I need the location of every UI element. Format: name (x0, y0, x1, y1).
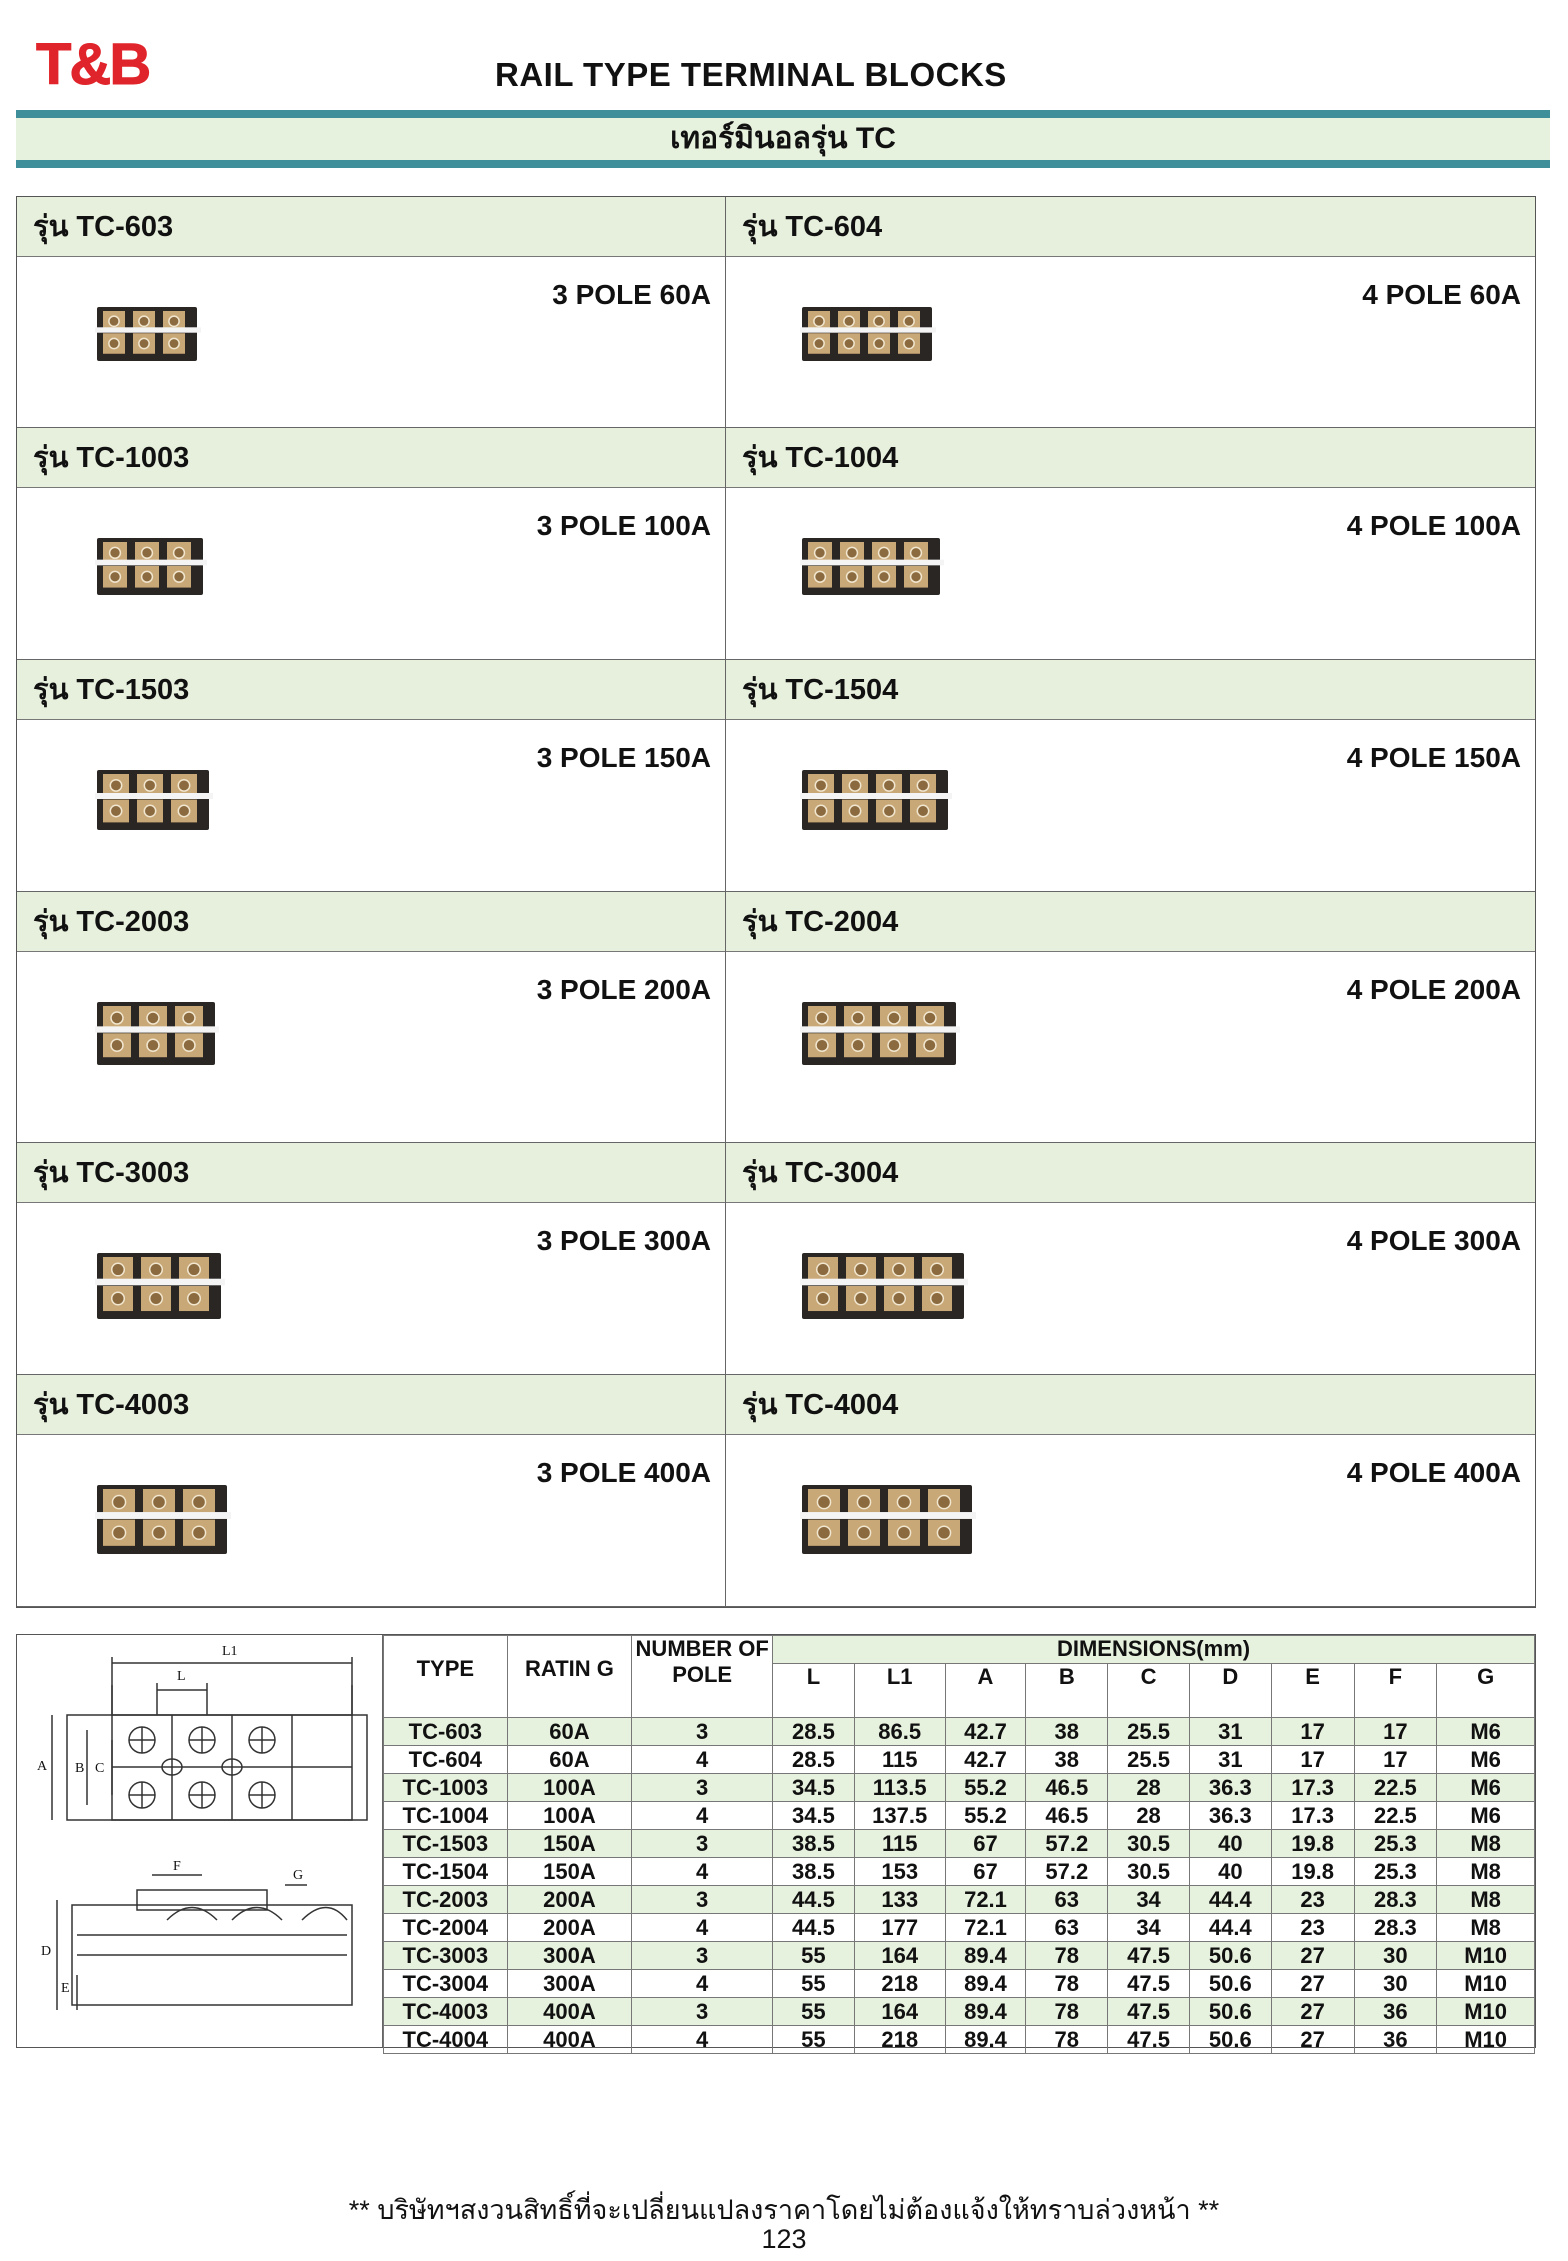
product-rating: 4 POLE 100A (1346, 510, 1521, 542)
table-cell: 40 (1189, 1858, 1271, 1886)
table-cell: 4 (632, 1746, 773, 1774)
table-cell: 89.4 (945, 2026, 1026, 2054)
table-cell: 42.7 (945, 1718, 1026, 1746)
product-model-header (17, 1375, 725, 1435)
product-rating: 3 POLE 300A (536, 1224, 711, 1256)
table-cell: TC-603 (384, 1718, 508, 1746)
table-cell: M10 (1437, 1998, 1535, 2026)
terminal-block-drawing-icon (17, 1635, 382, 2047)
table-row (384, 1886, 1535, 1914)
model-name: TC-3003 (76, 1156, 190, 1189)
table-cell: 22.5 (1354, 1774, 1437, 1802)
product-body (17, 952, 725, 1089)
table-cell: 4 (632, 2026, 773, 2054)
col-B-header: B (1026, 1664, 1108, 1718)
table-row (384, 1774, 1535, 1802)
table-cell: 50.6 (1189, 1942, 1271, 1970)
table-cell: 30.5 (1108, 1858, 1190, 1886)
table-cell: 3 (632, 1830, 773, 1858)
product-cell (17, 428, 726, 660)
table-cell: 47.5 (1108, 1970, 1190, 1998)
terminal-block-icon (800, 998, 960, 1069)
table-cell: TC-1003 (384, 1774, 508, 1802)
table-cell: 55.2 (945, 1802, 1026, 1830)
terminal-block-icon (95, 303, 201, 365)
col-A-header: A (945, 1664, 1026, 1718)
table-cell: 113.5 (854, 1774, 945, 1802)
header-rule-bottom (16, 160, 1550, 168)
table-cell: 36 (1354, 2026, 1437, 2054)
col-F-header: F (1354, 1664, 1437, 1718)
product-body (17, 1435, 725, 1554)
model-name: TC-1503 (76, 674, 190, 707)
product-rating: 3 POLE 400A (536, 1456, 711, 1488)
table-cell: 153 (854, 1858, 945, 1886)
svg-text:E: E (61, 1981, 70, 1996)
terminal-block-icon (800, 534, 944, 599)
table-cell: 17 (1354, 1746, 1437, 1774)
table-cell: 27 (1271, 1942, 1354, 1970)
table-cell: 38 (1026, 1746, 1108, 1774)
table-cell: M6 (1437, 1802, 1535, 1830)
model-prefix: รุ่น (33, 1156, 69, 1189)
product-model-header (726, 428, 1535, 488)
table-cell: 89.4 (945, 1970, 1026, 1998)
product-cell (17, 660, 726, 892)
table-cell: 72.1 (945, 1914, 1026, 1942)
table-row (384, 1746, 1535, 1774)
table-cell: 4 (632, 1914, 773, 1942)
table-cell: 137.5 (854, 1802, 945, 1830)
model-prefix: รุ่น (742, 442, 778, 475)
model-prefix: รุ่น (742, 211, 778, 243)
model-prefix: รุ่น (33, 211, 69, 243)
product-rating: 4 POLE 300A (1346, 1224, 1521, 1256)
col-E-header: E (1271, 1664, 1354, 1718)
table-cell: 300A (507, 1970, 632, 1998)
table-cell: TC-1004 (384, 1802, 508, 1830)
table-cell: M10 (1437, 1970, 1535, 1998)
product-body (726, 1435, 1535, 1554)
table-cell: 17 (1271, 1746, 1354, 1774)
product-model-header (17, 660, 725, 720)
table-cell: 31 (1189, 1718, 1271, 1746)
product-model-header (17, 1143, 725, 1203)
table-cell: 25.3 (1354, 1830, 1437, 1858)
table-cell: 55 (773, 1998, 855, 2026)
table-row (384, 1830, 1535, 1858)
table-row (384, 1858, 1535, 1886)
table-cell: 133 (854, 1886, 945, 1914)
logo-graphic (34, 34, 204, 94)
model-name: TC-3004 (785, 1156, 899, 1189)
dimensions-table-body (384, 1718, 1535, 2054)
table-cell: M8 (1437, 1830, 1535, 1858)
product-cell (17, 1375, 726, 1607)
table-cell: 400A (507, 1998, 632, 2026)
model-name: TC-603 (76, 211, 174, 243)
table-cell: 218 (854, 1970, 945, 1998)
table-cell: 164 (854, 1998, 945, 2026)
col-C-header: C (1108, 1664, 1190, 1718)
svg-text:B: B (75, 1761, 85, 1776)
table-cell: 4 (632, 1858, 773, 1886)
table-cell: 115 (854, 1746, 945, 1774)
table-cell: 86.5 (854, 1718, 945, 1746)
model-name: TC-1003 (76, 442, 190, 475)
svg-text:F: F (173, 1859, 181, 1874)
table-cell: 27 (1271, 2026, 1354, 2054)
table-row (384, 1802, 1535, 1830)
dimensions-section (16, 1634, 1536, 2052)
product-rating: 4 POLE 150A (1346, 742, 1521, 774)
table-cell: TC-1504 (384, 1858, 508, 1886)
terminal-block-icon (95, 1249, 225, 1323)
product-model-header (726, 660, 1535, 720)
table-cell: M8 (1437, 1858, 1535, 1886)
product-model-header (17, 428, 725, 488)
table-cell: 38 (1026, 1718, 1108, 1746)
table-row (384, 2026, 1535, 2054)
table-cell: 36.3 (1189, 1802, 1271, 1830)
product-body (726, 257, 1535, 375)
table-cell: TC-2003 (384, 1886, 508, 1914)
model-name: TC-1004 (785, 442, 899, 475)
product-model-header (726, 1143, 1535, 1203)
table-cell: 200A (507, 1914, 632, 1942)
model-prefix: รุ่น (742, 906, 778, 939)
table-cell: 44.4 (1189, 1914, 1271, 1942)
col-L1-header: L1 (854, 1664, 945, 1718)
table-row (384, 1970, 1535, 1998)
table-cell: TC-3003 (384, 1942, 508, 1970)
table-cell: 100A (507, 1802, 632, 1830)
table-cell: 218 (854, 2026, 945, 2054)
table-cell: 25.3 (1354, 1858, 1437, 1886)
product-body (17, 488, 725, 607)
table-cell: 300A (507, 1942, 632, 1970)
model-name: TC-2003 (76, 906, 190, 939)
table-cell: 19.8 (1271, 1830, 1354, 1858)
table-row (384, 1914, 1535, 1942)
table-cell: 150A (507, 1858, 632, 1886)
table-cell: 3 (632, 1998, 773, 2026)
table-cell: 17.3 (1271, 1774, 1354, 1802)
table-cell: 3 (632, 1718, 773, 1746)
table-cell: TC-1503 (384, 1830, 508, 1858)
table-cell: 46.5 (1026, 1802, 1108, 1830)
table-cell: M8 (1437, 1886, 1535, 1914)
model-prefix: รุ่น (33, 674, 69, 707)
product-model-header (17, 892, 725, 952)
table-row (384, 1942, 1535, 1970)
table-cell: 44.5 (773, 1914, 855, 1942)
table-cell: 150A (507, 1830, 632, 1858)
table-cell: 30 (1354, 1970, 1437, 1998)
product-cell (17, 197, 726, 428)
product-body (726, 488, 1535, 607)
table-cell: 36 (1354, 1998, 1437, 2026)
product-rating: 4 POLE 400A (1346, 1456, 1521, 1488)
svg-text:C: C (95, 1761, 105, 1776)
table-cell: 57.2 (1026, 1858, 1108, 1886)
product-model-header (726, 892, 1535, 952)
header-rule-top (16, 110, 1550, 118)
table-cell: 63 (1026, 1886, 1108, 1914)
table-cell: M8 (1437, 1914, 1535, 1942)
product-body (726, 1203, 1535, 1322)
table-cell: 164 (854, 1942, 945, 1970)
product-cell (726, 660, 1535, 892)
svg-text:T&B: T&B (36, 34, 150, 94)
table-cell: 60A (507, 1718, 632, 1746)
table-cell: 55 (773, 1970, 855, 1998)
table-cell: 115 (854, 1830, 945, 1858)
product-body (726, 720, 1535, 839)
terminal-block-icon (95, 998, 219, 1069)
table-cell: 23 (1271, 1914, 1354, 1942)
svg-text:L1: L1 (222, 1644, 238, 1659)
table-cell: 44.4 (1189, 1886, 1271, 1914)
product-rating: 3 POLE 60A (552, 279, 711, 310)
table-cell: 27 (1271, 1970, 1354, 1998)
table-cell: 38.5 (773, 1858, 855, 1886)
table-cell: M6 (1437, 1718, 1535, 1746)
product-rating: 4 POLE 60A (1362, 279, 1521, 310)
table-cell: TC-4004 (384, 2026, 508, 2054)
table-row (384, 1718, 1535, 1746)
terminal-block-icon (800, 766, 952, 834)
page-subtitle: เทอร์มินอลรุ่น TC (16, 118, 1550, 160)
product-rating: 3 POLE 150A (536, 742, 711, 774)
table-cell: 55.2 (945, 1774, 1026, 1802)
table-cell: 28 (1108, 1802, 1190, 1830)
footer-note: ** บริษัทฯสงวนสิทธิ์ที่จะเปลี่ยนแปลงราคาโดยไม่ต้องแจ้งให้ทราบล่วงหน้า ** (348, 2195, 1220, 2225)
col-poles-header: NUMBER OF POLE (632, 1636, 773, 1718)
model-name: TC-604 (785, 211, 883, 243)
table-cell: TC-2004 (384, 1914, 508, 1942)
product-model-header (726, 1375, 1535, 1435)
table-cell: 78 (1026, 2026, 1108, 2054)
dimensions-table (383, 1635, 1535, 2054)
table-cell: 38.5 (773, 1830, 855, 1858)
table-cell: 3 (632, 1942, 773, 1970)
model-name: TC-2004 (785, 906, 899, 939)
dimension-drawing (17, 1635, 383, 2047)
product-model-header (726, 197, 1535, 257)
product-cell (726, 1375, 1535, 1607)
table-cell: 23 (1271, 1886, 1354, 1914)
table-cell: 67 (945, 1830, 1026, 1858)
table-cell: 25.5 (1108, 1746, 1190, 1774)
table-cell: 50.6 (1189, 1970, 1271, 1998)
terminal-block-icon (95, 534, 207, 599)
model-prefix: รุ่น (33, 906, 69, 939)
table-cell: 30 (1354, 1942, 1437, 1970)
product-cell (726, 428, 1535, 660)
table-cell: M10 (1437, 2026, 1535, 2054)
table-cell: TC-604 (384, 1746, 508, 1774)
table-cell: 47.5 (1108, 1942, 1190, 1970)
product-cell (726, 1143, 1535, 1375)
col-type-header: TYPE (384, 1636, 508, 1718)
model-name: TC-4003 (76, 1388, 190, 1421)
table-cell: 28.5 (773, 1746, 855, 1774)
table-cell: 57.2 (1026, 1830, 1108, 1858)
model-prefix: รุ่น (742, 1388, 778, 1421)
table-cell: 72.1 (945, 1886, 1026, 1914)
table-cell: 34.5 (773, 1774, 855, 1802)
table-cell: 60A (507, 1746, 632, 1774)
table-cell: 27 (1271, 1998, 1354, 2026)
table-cell: 47.5 (1108, 2026, 1190, 2054)
product-rating: 3 POLE 100A (536, 510, 711, 542)
table-cell: 17 (1271, 1718, 1354, 1746)
table-cell: 28.3 (1354, 1914, 1437, 1942)
table-cell: 17 (1354, 1718, 1437, 1746)
svg-text:A: A (37, 1759, 48, 1774)
table-cell: 47.5 (1108, 1998, 1190, 2026)
table-cell: 50.6 (1189, 2026, 1271, 2054)
table-cell: 44.5 (773, 1886, 855, 1914)
model-name: TC-1504 (785, 674, 899, 707)
table-cell: 89.4 (945, 1942, 1026, 1970)
brand-logo (34, 34, 204, 94)
table-row (384, 1998, 1535, 2026)
product-cell (17, 1143, 726, 1375)
table-cell: 34.5 (773, 1802, 855, 1830)
table-cell: 55 (773, 2026, 855, 2054)
table-cell: M6 (1437, 1774, 1535, 1802)
table-cell: 34 (1108, 1886, 1190, 1914)
svg-text:D: D (41, 1944, 52, 1959)
table-cell: 31 (1189, 1746, 1271, 1774)
table-cell: 40 (1189, 1830, 1271, 1858)
model-prefix: รุ่น (33, 1388, 69, 1421)
product-body (17, 1203, 725, 1322)
page-number: 123 (761, 2224, 807, 2254)
table-cell: 89.4 (945, 1998, 1026, 2026)
table-cell: 200A (507, 1886, 632, 1914)
col-L-header: L (773, 1664, 855, 1718)
product-model-header (17, 197, 725, 257)
table-cell: 78 (1026, 1998, 1108, 2026)
svg-text:G: G (293, 1868, 304, 1883)
product-body (17, 720, 725, 839)
table-cell: 25.5 (1108, 1718, 1190, 1746)
model-prefix: รุ่น (33, 442, 69, 475)
model-prefix: รุ่น (742, 1156, 778, 1189)
col-D-header: D (1189, 1664, 1271, 1718)
terminal-block-icon (800, 1481, 976, 1558)
svg-text:L: L (177, 1669, 186, 1684)
table-cell: 28.3 (1354, 1886, 1437, 1914)
page-title: RAIL TYPE TERMINAL BLOCKS (495, 56, 1007, 93)
product-cell (726, 197, 1535, 428)
table-cell: 30.5 (1108, 1830, 1190, 1858)
table-cell: 63 (1026, 1914, 1108, 1942)
table-cell: 50.6 (1189, 1998, 1271, 2026)
product-rating: 4 POLE 200A (1346, 974, 1521, 1006)
table-cell: M10 (1437, 1942, 1535, 1970)
table-cell: 100A (507, 1774, 632, 1802)
table-cell: 4 (632, 1970, 773, 1998)
table-cell: 28.5 (773, 1718, 855, 1746)
table-cell: 78 (1026, 1970, 1108, 1998)
table-cell: 19.8 (1271, 1858, 1354, 1886)
table-cell: 78 (1026, 1942, 1108, 1970)
table-cell: 36.3 (1189, 1774, 1271, 1802)
terminal-block-icon (800, 1249, 968, 1323)
product-grid (16, 196, 1536, 1608)
terminal-block-icon (95, 1481, 231, 1558)
col-G-header: G (1437, 1664, 1535, 1718)
table-cell: 4 (632, 1802, 773, 1830)
table-cell: 17.3 (1271, 1802, 1354, 1830)
col-rating-header: RATIN G (507, 1636, 632, 1718)
table-cell: 46.5 (1026, 1774, 1108, 1802)
terminal-block-icon (95, 766, 213, 834)
table-cell: 28 (1108, 1774, 1190, 1802)
table-cell: 3 (632, 1774, 773, 1802)
table-cell: 177 (854, 1914, 945, 1942)
product-cell (726, 892, 1535, 1142)
table-cell: 22.5 (1354, 1802, 1437, 1830)
table-cell: M6 (1437, 1746, 1535, 1774)
table-cell: 67 (945, 1858, 1026, 1886)
table-cell: 400A (507, 2026, 632, 2054)
dimensions-group-header: DIMENSIONS(mm) (773, 1636, 1535, 1664)
table-cell: 3 (632, 1886, 773, 1914)
table-cell: TC-4003 (384, 1998, 508, 2026)
model-name: TC-4004 (785, 1388, 899, 1421)
table-cell: 34 (1108, 1914, 1190, 1942)
table-cell: TC-3004 (384, 1970, 508, 1998)
product-cell (17, 892, 726, 1142)
model-prefix: รุ่น (742, 674, 778, 707)
table-cell: 42.7 (945, 1746, 1026, 1774)
product-body (726, 952, 1535, 1089)
terminal-block-icon (800, 303, 936, 365)
product-body (17, 257, 725, 375)
table-cell: 55 (773, 1942, 855, 1970)
product-rating: 3 POLE 200A (536, 974, 711, 1006)
